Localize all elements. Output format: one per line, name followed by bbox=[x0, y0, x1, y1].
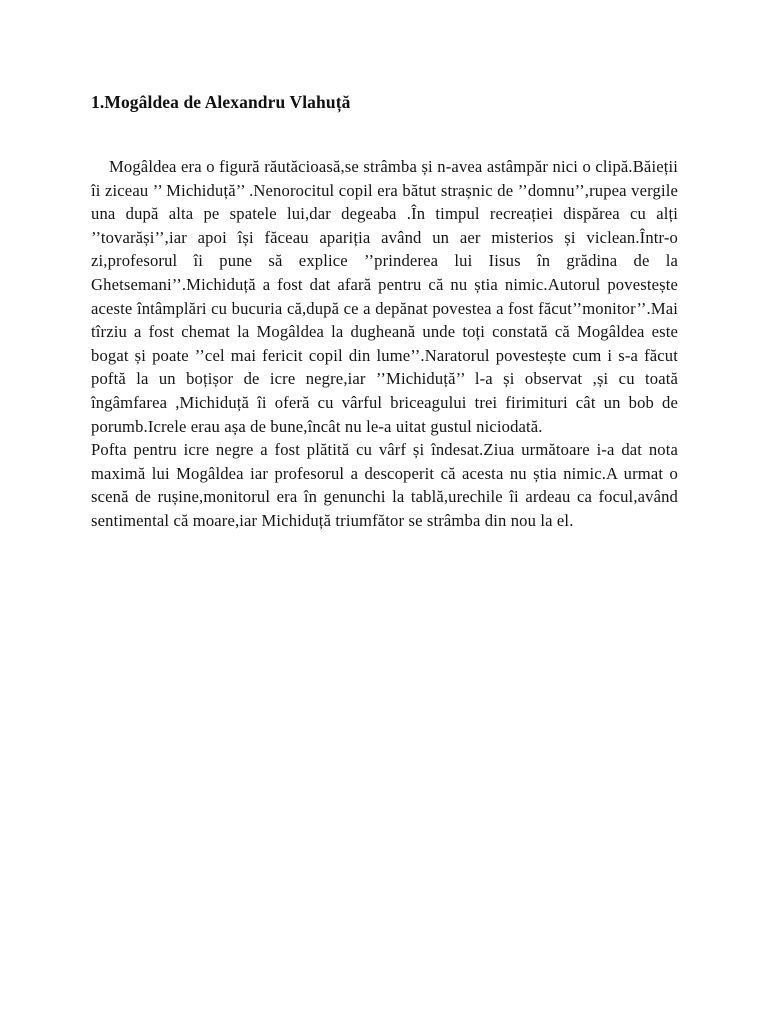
paragraph-ending: Pofta pentru icre negre a fost plătită cu vârf și îndesat.Ziua următoare i-a dat nota maximă lui Mogâldea iar profesorul a descoperit că acesta nu știa nimic.A urmat o scenă de rușine,monitorul era în genunchi la tablă,urechile îi ardeau ca focul,având sentimental că moare,iar Michiduță triumfător se strâmba din nou la el. bbox=[91, 440, 678, 530]
document-title: 1.Mogâldea de Alexandru Vlahuță bbox=[91, 92, 351, 112]
paragraph-summary: Mogâldea era o figură răutăcioasă,se strâmba și n-avea astâmpăr nici o clipă.Băieții îi ziceau ’’ Michiduță’’ .Nenorocitul copil era bătut strașnic de ’’domnu’’,rupea vergile una după alta pe spatele lui,dar degeaba .În timpul recreației dispărea cu alți ’’tovarăși’’,iar apoi își făceau apariția având un aer misterios și viclean.Într-o zi,profesorul îi pune să explice ’’prinderea lui Iisus în grădina de la Ghetsemani’’.Michiduță a fost dat afară pentru că nu știa nimic.Autorul povestește aceste întâmplări cu bucuria că,după ce a depănat povestea a fost făcut’’monitor’’.Mai tîrziu a fost chemat la Mogâldea la dugheană unde toți constată că Mogâldea este bogat și poate ’’cel mai fericit copil din lume’’.Naratorul povestește cum i s-a făcut poftă la un boțișor de icre negre,iar ’’Michiduță’’ l-a și observat ,și cu toată îngâmfarea ,Michiduță îi oferă cu vârful briceagului trei firimituri cât un bob de porumb.Icrele erau așa de bune,încât nu le-a uitat gustul niciodată. bbox=[91, 157, 678, 436]
document-body bbox=[91, 155, 678, 533]
